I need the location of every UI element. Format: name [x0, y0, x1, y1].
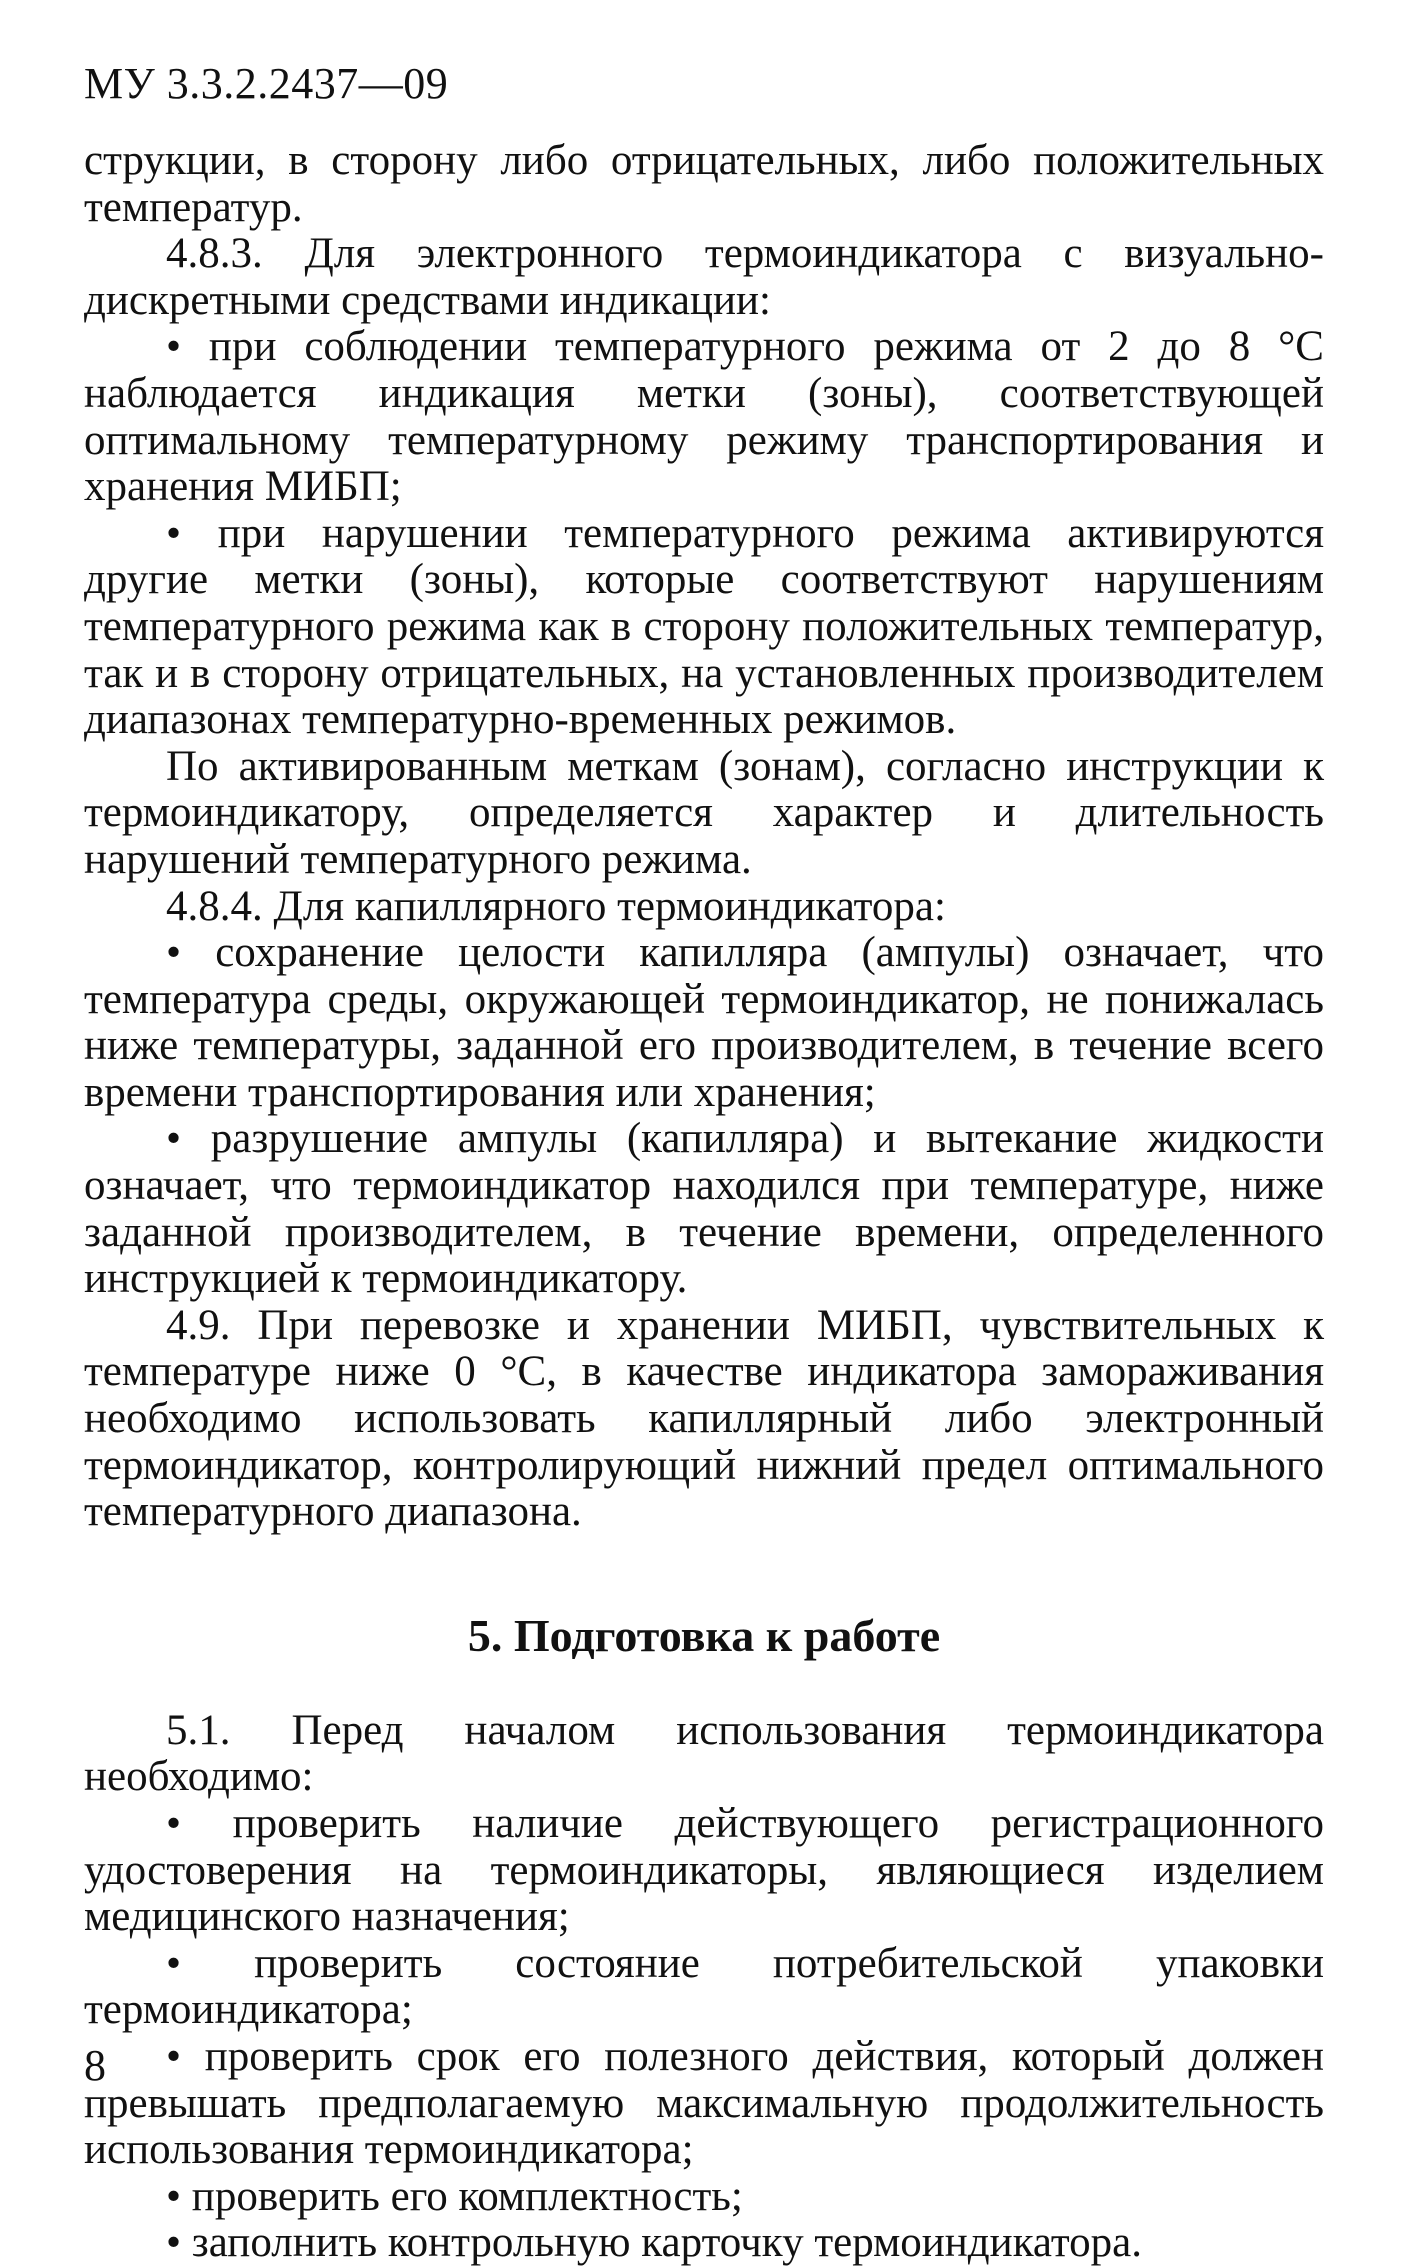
bullet-item: • проверить срок его полезного действия, который должен превышать предполагаемую максимальную продолжительность использования термоиндикатора; — [84, 2032, 1324, 2174]
bullet-item: • проверить наличие действующего регистрационного удостоверения на термоиндикаторы, являющиеся изделием медицинского назначения; — [84, 1800, 1324, 1941]
bullet-item: • сохранение целости капилляра (ампулы) означает, что температура среды, окружающей термоиндикатор, не понижалась ниже температуры, заданной его производителем, в течение всего времени транспортирования или хранения; — [84, 929, 1324, 1116]
section-heading: 5. Подготовка к работе — [467, 1609, 941, 1661]
page-number: 8 — [84, 2041, 106, 2090]
paragraph-4-9: 4.9. При перевозке и хранении МИБП, чувствительных к температуре ниже 0 °С, в качестве индикатора замораживания необходимо использовать капиллярный либо электронный термоиндикатор, контролирующий нижний предел оптимального температурного диапазона. — [84, 1301, 1324, 1536]
paragraph-continuation: струкции, в сторону либо отрицательных, либо положительных температур. — [84, 137, 1324, 231]
bullet-item: • заполнить контрольную карточку термоиндикатора. — [166, 2219, 1142, 2267]
paragraph-4-8-4: 4.8.4. Для капиллярного термоиндикатора: — [166, 882, 946, 930]
bullet-item: • проверить его комплектность; — [166, 2172, 743, 2220]
bullet-item: • при нарушении температурного режима активируются другие метки (зоны), которые соответствуют нарушениям температурного режима как в сторону положительных температур, так и в сторону отрицательных, на установленных производителем диапазонах температурно-временных режимов. — [84, 509, 1324, 744]
bullet-item: • при соблюдении температурного режима от 2 до 8 °С наблюдается индикация метки (зоны), соответствующей оптимальному температурному режиму транспортирования и хранения МИБП; — [84, 323, 1324, 511]
paragraph: По активированным меткам (зонам), согласно инструкции к термоиндикатору, определяется характер и длительность нарушений температурного режима. — [84, 742, 1324, 883]
bullet-item: • проверить состояние потребительской упаковки термоиндикатора; — [84, 1939, 1324, 2034]
document-body — [84, 138, 1324, 2267]
document-code-header: МУ 3.3.2.2437—09 — [84, 59, 449, 108]
paragraph-4-8-3: 4.8.3. Для электронного термоиндикатора с визуально-дискретными средствами индикации: — [84, 230, 1324, 324]
bullet-item: • разрушение ампулы (капилляра) и вытекание жидкости означает, что термоиндикатор находился при температуре, ниже заданной производителем, в течение времени, определенного инструкцией к термоиндикатору. — [84, 1115, 1324, 1303]
paragraph-5-1: 5.1. Перед началом использования термоиндикатора необходимо: — [84, 1706, 1324, 1801]
